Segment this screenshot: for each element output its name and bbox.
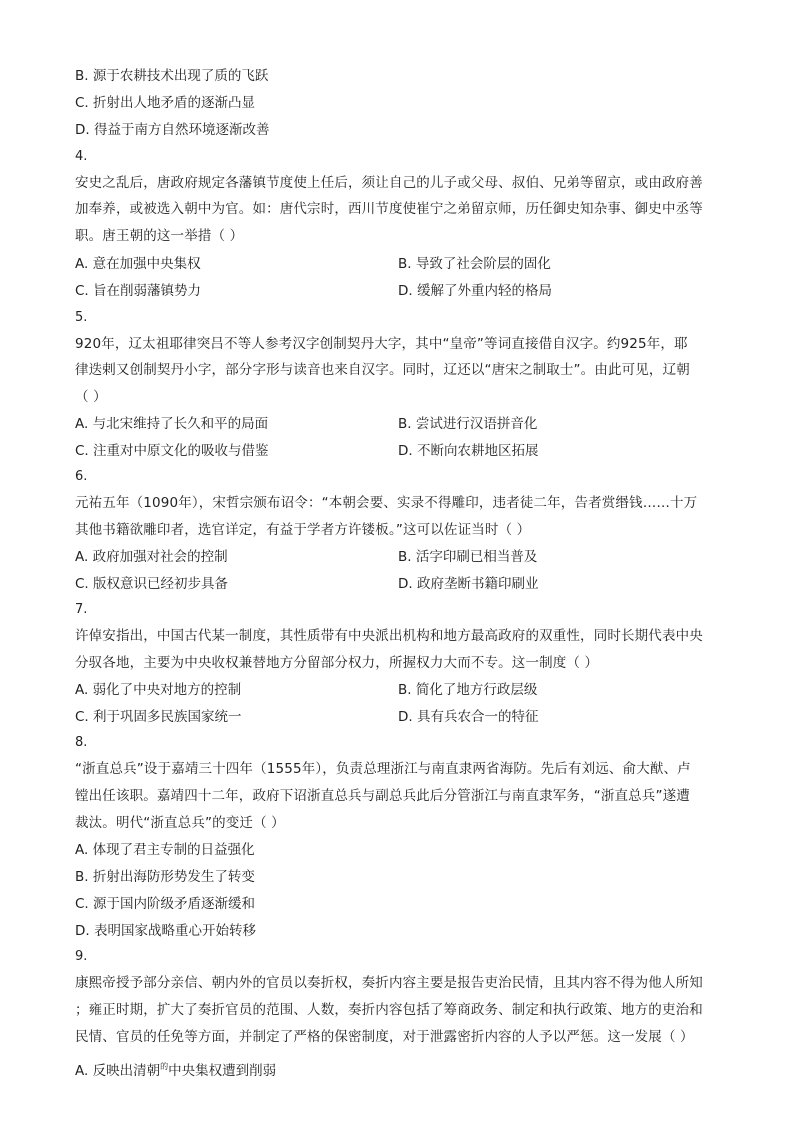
q5-number: 5.	[75, 310, 88, 325]
q8-option-b: B. 折射出海防形势发生了转变	[75, 869, 255, 885]
q5-stem-line: （ ）	[75, 389, 107, 405]
q9-number: 9.	[75, 949, 88, 964]
q6-option-a: A. 政府加强对社会的控制	[75, 549, 228, 565]
q7-option-c: C. 利于巩固多民族国家统一	[75, 709, 242, 725]
q4-stem-line: 加奉养，或被选入朝中为官。如：唐代宗时，西川节度使崔宁之弟留京师，历任御史知杂事、御史中丞等	[75, 201, 703, 217]
q9-option-a-superscript: 的	[160, 1062, 169, 1071]
q9-stem-line: 康熙帝授予部分亲信、朝内外的官员以奏折权，奏折内容主要是报告吏治民情，且其内容不得为他人所知	[75, 975, 703, 991]
q9-option-a	[75, 1058, 276, 1080]
q5-stem-line: 920年，辽太祖耶律突吕不等人参考汉字创制契丹大字，其中“皇帝”等词直接借自汉字。约925年，耶	[75, 336, 688, 352]
q7-stem-line: 许倬安指出，中国古代某一制度，其性质带有中央派出机构和地方最高政府的双重性，同时长期代表中央	[75, 628, 703, 644]
q7-stem-line: 分驭各地，主要为中央收权兼替地方分留部分权力，所握权力大而不专。这一制度（ ）	[75, 655, 599, 671]
q3-option-b: B. 源于农耕技术出现了质的飞跃	[75, 68, 269, 84]
q8-stem-line: “浙直总兵”设于嘉靖三十四年（1555年），负责总理浙江与南直隶两省海防。先后有刘远、俞大猷、卢	[75, 761, 691, 777]
q8-option-a: A. 体现了君主专制的日益强化	[75, 842, 255, 858]
q4-option-b: B. 导致了社会阶层的固化	[398, 256, 551, 272]
q8-stem-line: 镗出任该职。嘉靖四十二年，政府下诏浙直总兵与副总兵此后分管浙江与南直隶军务，“浙直总兵”遂遭	[75, 788, 690, 804]
q4-stem-line: 职。唐王朝的这一举措（ ）	[75, 228, 244, 244]
q6-stem-line: 其他书籍欲雕印者，选官详定，有益于学者方许镂板。”这可以佐证当时（ ）	[75, 522, 531, 538]
q6-number: 6.	[75, 469, 88, 484]
q7-option-b: B. 简化了地方行政层级	[398, 682, 538, 698]
q5-option-b: B. 尝试进行汉语拼音化	[398, 416, 538, 432]
q7-option-a: A. 弱化了中央对地方的控制	[75, 682, 242, 698]
q4-option-c: C. 旨在削弱藩镇势力	[75, 283, 202, 299]
q8-option-c: C. 源于国内阶级矛盾逐渐缓和	[75, 896, 256, 912]
q9-stem-line: 民情、官员的任免等方面，并制定了严格的保密制度，对于泄露密折内容的人予以严惩。这一发展（ ）	[75, 1029, 694, 1045]
q8-option-d: D. 表明国家战略重心开始转移	[75, 923, 256, 939]
q6-option-c: C. 版权意识已经初步具备	[75, 576, 229, 592]
q5-option-c: C. 注重对中原文化的吸收与借鉴	[75, 443, 269, 459]
q7-number: 7.	[75, 602, 88, 617]
q5-option-d: D. 不断向农耕地区拓展	[398, 443, 539, 459]
q5-stem-line: 律迭剌又创制契丹小字，部分字形与读音也来自汉字。同时，辽还以“唐宋之制取士”。由此可见，辽朝	[75, 362, 690, 378]
q9-option-a-text-rest: 中央集权遭到削弱	[168, 1063, 277, 1079]
q6-option-d: D. 政府垄断书籍印刷业	[398, 576, 539, 592]
q3-option-d: D. 得益于南方自然环境逐渐改善	[75, 122, 270, 138]
q4-number: 4.	[75, 149, 88, 164]
q4-option-d: D. 缓解了外重内轻的格局	[398, 283, 552, 299]
q8-stem-line: 裁汰。明代“浙直总兵”的变迁（ ）	[75, 815, 285, 831]
q9-option-a-text: A. 反映出清朝	[75, 1063, 161, 1079]
q6-stem-line: 元祐五年（1090年），宋哲宗颁布诏令：“本朝会要、实录不得雕印，违者徒二年，告者赏缗钱……十万	[75, 495, 698, 511]
q4-option-a: A. 意在加强中央集权	[75, 256, 201, 272]
q5-option-a: A. 与北宋维持了长久和平的局面	[75, 416, 269, 432]
q4-stem-line: 安史之乱后，唐政府规定各藩镇节度使上任后，须让自己的儿子或父母、叔伯、兄弟等留京，或由政府善	[75, 175, 703, 191]
q9-stem-line: ；雍正时期，扩大了奏折官员的范围、人数，奏折内容包括了筹商政务、制定和执行政策、地方的吏治和	[75, 1002, 703, 1018]
q7-option-d: D. 具有兵农合一的特征	[398, 709, 539, 725]
q8-number: 8.	[75, 735, 88, 750]
q3-option-c: C. 折射出人地矛盾的逐渐凸显	[75, 95, 256, 111]
q6-option-b: B. 活字印刷已相当普及	[398, 549, 538, 565]
